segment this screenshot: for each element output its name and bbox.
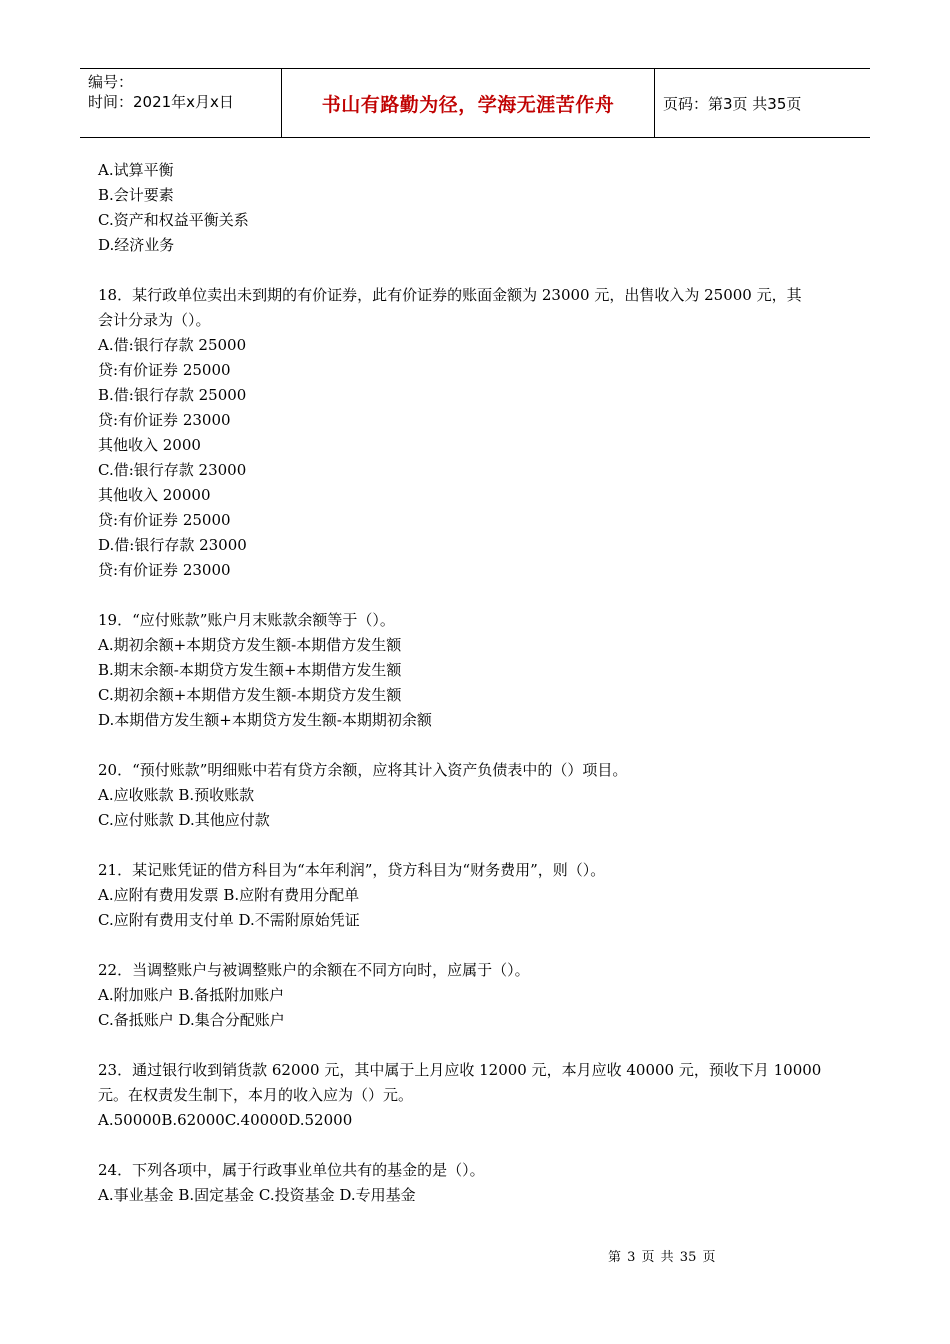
page-footer: 第 3 页 共 35 页 [608, 1250, 716, 1265]
text-line: A.借:银行存款 25000 [98, 336, 247, 354]
text-line: 21．某记账凭证的借方科目为“本年利润”，贷方科目为“财务费用”，则（）。 [98, 861, 606, 879]
text-line: 贷:有价证券 23000 [98, 411, 231, 429]
text-line: 24．下列各项中，属于行政事业单位共有的基金的是（）。 [98, 1161, 485, 1179]
text-line: 会计分录为（）。 [98, 311, 211, 329]
header-meta [88, 72, 278, 112]
paragraph-gap [98, 833, 868, 858]
paragraph-gap [98, 583, 868, 608]
text-line: A.事业基金 B.固定基金 C.投资基金 D.专用基金 [98, 1186, 416, 1204]
text-line: 元。在权责发生制下，本月的收入应为（）元。 [98, 1086, 414, 1104]
question-body [98, 158, 868, 1208]
text-line: B.借:银行存款 25000 [98, 386, 247, 404]
text-line: D.经济业务 [98, 236, 175, 254]
text-line: 18．某行政单位卖出未到期的有价证券，此有价证券的账面金额为 23000 元，出售收入为 25000 元，其 [98, 286, 802, 304]
text-line: C.资产和权益平衡关系 [98, 211, 249, 229]
header-page-number: 页码：第3页 共35页 [663, 94, 802, 113]
text-line: 22．当调整账户与被调整账户的余额在不同方向时，应属于（）。 [98, 961, 530, 979]
text-line: A.附加账户 B.备抵附加账户 [98, 986, 285, 1004]
text-line: 19．“应付账款”账户月末账款余额等于（）。 [98, 611, 395, 629]
paragraph-gap [98, 933, 868, 958]
paragraph-gap [98, 733, 868, 758]
text-line: 其他收入 20000 [98, 486, 211, 504]
text-line: 23．通过银行收到销货款 62000 元，其中属于上月应收 12000 元，本月应收 40000 元，预收下月 10000 [98, 1061, 822, 1079]
header-motto: 书山有路勤为径，学海无涯苦作舟 [321, 93, 615, 116]
text-line: A.期初余额+本期贷方发生额-本期借方发生额 [98, 636, 402, 654]
text-line: D.本期借方发生额+本期贷方发生额-本期期初余额 [98, 711, 432, 729]
text-line: C.借:银行存款 23000 [98, 461, 247, 479]
number-label: 编号： [88, 73, 134, 91]
text-line: 贷:有价证券 23000 [98, 561, 231, 579]
text-line: C.应付账款 D.其他应付款 [98, 811, 270, 829]
text-line: C.备抵账户 D.集合分配账户 [98, 1011, 285, 1029]
text-line: B.会计要素 [98, 186, 174, 204]
text-line: C.期初余额+本期借方发生额-本期贷方发生额 [98, 686, 402, 704]
header-divider [654, 69, 655, 137]
paragraph-gap [98, 1133, 868, 1158]
paragraph-gap [98, 1033, 868, 1058]
text-line: 20．“预付账款”明细账中若有贷方余额，应将其计入资产负债表中的（）项目。 [98, 761, 628, 779]
header-divider [281, 69, 282, 137]
text-line: A.应附有费用发票 B.应附有费用分配单 [98, 886, 360, 904]
paragraph-gap [98, 258, 868, 283]
date-label: 时间：2021年x月x日 [88, 93, 234, 111]
text-line: D.借:银行存款 23000 [98, 536, 247, 554]
text-line: A.应收账款 B.预收账款 [98, 786, 255, 804]
text-line: B.期末余额-本期贷方发生额+本期借方发生额 [98, 661, 402, 679]
text-line: 其他收入 2000 [98, 436, 201, 454]
text-line: C.应附有费用支付单 D.不需附原始凭证 [98, 911, 360, 929]
page-header [80, 68, 870, 138]
text-line: 贷:有价证券 25000 [98, 511, 231, 529]
text-line: A.试算平衡 [98, 161, 174, 179]
text-line: A.50000B.62000C.40000D.52000 [98, 1111, 353, 1129]
text-line: 贷:有价证券 25000 [98, 361, 231, 379]
